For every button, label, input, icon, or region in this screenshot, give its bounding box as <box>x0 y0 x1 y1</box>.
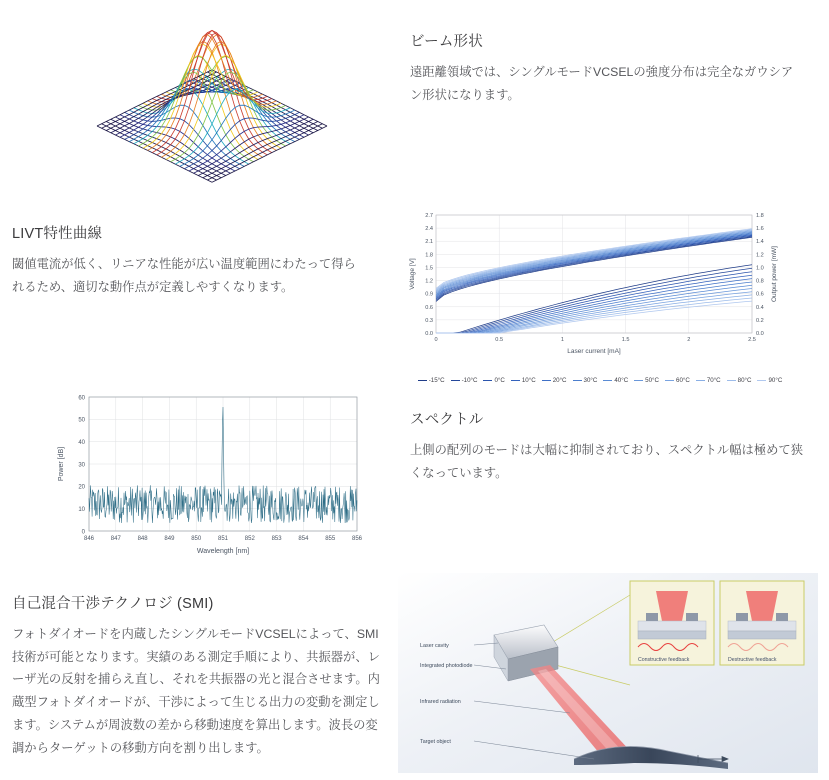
svg-text:850: 850 <box>191 536 202 542</box>
svg-text:0.9: 0.9 <box>425 291 433 298</box>
legend-item <box>634 377 659 384</box>
svg-text:856: 856 <box>351 536 363 542</box>
legend-label: 90°C <box>768 377 783 384</box>
beam-shape-section <box>410 30 800 106</box>
spectrum-body: 上側の配列のモードは大幅に抑制されており、スペクトル幅は極めて狭くなっています。 <box>410 443 804 480</box>
legend-item <box>573 377 598 384</box>
legend-item <box>727 377 752 384</box>
svg-text:0.6: 0.6 <box>756 291 764 298</box>
legend-swatch <box>757 380 766 382</box>
legend-label: -10°C <box>461 377 478 384</box>
smi-illustration-figure <box>398 573 818 773</box>
legend-item <box>696 377 721 384</box>
legend-item <box>542 377 567 384</box>
smi-label-target: Target object <box>420 739 451 745</box>
svg-text:60: 60 <box>78 395 85 402</box>
smi-title: 自己混合干渉テクノロジ (SMI) <box>12 596 214 612</box>
svg-text:0.6: 0.6 <box>425 304 433 311</box>
legend-label: 70°C <box>706 377 721 384</box>
svg-text:851: 851 <box>217 536 229 542</box>
spectrum-chart-figure <box>45 385 375 570</box>
svg-text:1.0: 1.0 <box>756 265 764 272</box>
svg-text:50: 50 <box>78 417 85 424</box>
svg-text:1.5: 1.5 <box>621 337 630 343</box>
svg-text:2.7: 2.7 <box>425 213 433 219</box>
legend-label: 60°C <box>676 377 690 384</box>
svg-text:1.6: 1.6 <box>756 226 764 233</box>
inset-caption-constructive: Constructive feedback <box>638 657 690 663</box>
svg-text:1: 1 <box>560 337 564 343</box>
svg-text:10: 10 <box>78 507 85 514</box>
legend-swatch <box>573 380 582 382</box>
livt-body: 閾値電流が低く、リニアな性能が広い温度範囲にわたって得られるため、適切な動作点が定義しやすくなります。 <box>12 257 356 294</box>
svg-text:0.8: 0.8 <box>756 278 764 285</box>
svg-text:846: 846 <box>83 536 95 542</box>
svg-text:0.0: 0.0 <box>756 331 764 337</box>
svg-text:0.3: 0.3 <box>425 317 433 324</box>
svg-text:1.4: 1.4 <box>756 239 764 246</box>
legend-item <box>418 377 445 384</box>
svg-text:Power [dB]: Power [dB] <box>58 446 65 482</box>
beam-shape-figure <box>40 8 380 198</box>
smi-illustration-svg <box>398 573 818 773</box>
legend-item <box>483 377 504 384</box>
spectrum-chart-svg <box>45 385 375 570</box>
legend-swatch <box>696 380 705 382</box>
svg-text:0.0: 0.0 <box>425 331 433 337</box>
svg-text:20: 20 <box>78 484 85 491</box>
svg-text:0.2: 0.2 <box>756 317 764 324</box>
legend-item <box>451 377 478 384</box>
legend-swatch <box>542 380 551 382</box>
legend-item <box>757 377 782 384</box>
smi-label-infrared: Infrared radiation <box>420 699 461 705</box>
svg-text:855: 855 <box>325 536 336 542</box>
legend-swatch <box>451 380 460 382</box>
svg-text:30: 30 <box>78 462 85 469</box>
svg-text:1.8: 1.8 <box>756 213 764 219</box>
smi-body: フォトダイオードを内蔵したシングルモードVCSELによって、SMI技術が可能となります。実績のある測定手順により、共振器が、レーザ光の反射を捕らえ直し、それを共振器の光と混合させます。内蔵型フォトダイオードが、干渉によって生じる出力の変動を測定します。システムが周波数の差から移動速度を算出します。波長の変調からターゲットの移動方向を割り出します。 <box>12 627 380 755</box>
legend-label: 0°C <box>494 377 505 384</box>
svg-text:0.4: 0.4 <box>756 304 764 311</box>
svg-text:0: 0 <box>434 337 438 343</box>
legend-swatch <box>418 380 427 382</box>
inset-constructive-feedback <box>630 581 714 665</box>
legend-swatch <box>634 380 643 382</box>
spectrum-title: スペクトル <box>410 412 484 428</box>
svg-text:854: 854 <box>298 536 309 542</box>
svg-text:2: 2 <box>687 337 691 343</box>
svg-text:847: 847 <box>110 536 121 542</box>
inset-caption-destructive: Destructive feedback <box>728 657 777 663</box>
legend-swatch <box>603 380 612 382</box>
svg-text:1.8: 1.8 <box>425 252 433 259</box>
legend-label: 20°C <box>552 377 567 384</box>
svg-text:Laser current [mA]: Laser current [mA] <box>567 348 621 355</box>
legend-item <box>511 377 536 384</box>
svg-text:Wavelength [nm]: Wavelength [nm] <box>196 548 250 555</box>
svg-text:852: 852 <box>244 536 255 542</box>
legend-label: 40°C <box>614 377 629 384</box>
livt-chart-figure <box>400 205 800 390</box>
livt-legend <box>400 377 800 384</box>
svg-text:2.5: 2.5 <box>748 337 756 343</box>
smi-label-laser-cavity: Laser cavity <box>420 643 449 649</box>
legend-label: 80°C <box>737 377 752 384</box>
legend-label: 30°C <box>583 377 598 384</box>
svg-text:Voltage [V]: Voltage [V] <box>409 258 416 290</box>
svg-text:1.5: 1.5 <box>425 265 433 272</box>
legend-label: -15°C <box>428 377 445 384</box>
svg-text:0.5: 0.5 <box>495 337 504 343</box>
gaussian-surface-svg <box>40 8 380 198</box>
svg-text:40: 40 <box>78 440 85 447</box>
legend-label: 50°C <box>645 377 659 384</box>
legend-swatch <box>727 380 736 382</box>
legend-item <box>665 377 690 384</box>
legend-label: 10°C <box>521 377 536 384</box>
livt-chart-svg <box>400 205 800 370</box>
svg-text:0: 0 <box>81 529 85 536</box>
smi-section <box>12 592 382 759</box>
svg-text:853: 853 <box>271 536 282 542</box>
gaussian-surface-plot <box>40 8 380 198</box>
legend-item <box>603 377 628 384</box>
legend-swatch <box>511 380 520 382</box>
svg-text:2.1: 2.1 <box>425 239 433 246</box>
svg-text:848: 848 <box>137 536 148 542</box>
svg-text:849: 849 <box>164 536 175 542</box>
svg-text:2.4: 2.4 <box>425 226 433 233</box>
smi-label-photodiode: Integrated photodiode <box>420 663 473 669</box>
inset-destructive-feedback <box>720 581 804 665</box>
svg-text:Output power [mW]: Output power [mW] <box>771 246 778 302</box>
beam-shape-title: ビーム形状 <box>410 34 483 50</box>
spectrum-section <box>410 408 805 484</box>
beam-shape-body: 遠距離領域では、シングルモードVCSELの強度分布は完全なガウシアン形状になります。 <box>410 65 794 102</box>
legend-swatch <box>665 380 674 382</box>
livt-title: LIVT特性曲線 <box>12 226 103 242</box>
svg-text:1.2: 1.2 <box>425 278 433 285</box>
livt-section <box>12 222 362 298</box>
legend-swatch <box>483 380 492 382</box>
svg-text:1.2: 1.2 <box>756 252 764 259</box>
